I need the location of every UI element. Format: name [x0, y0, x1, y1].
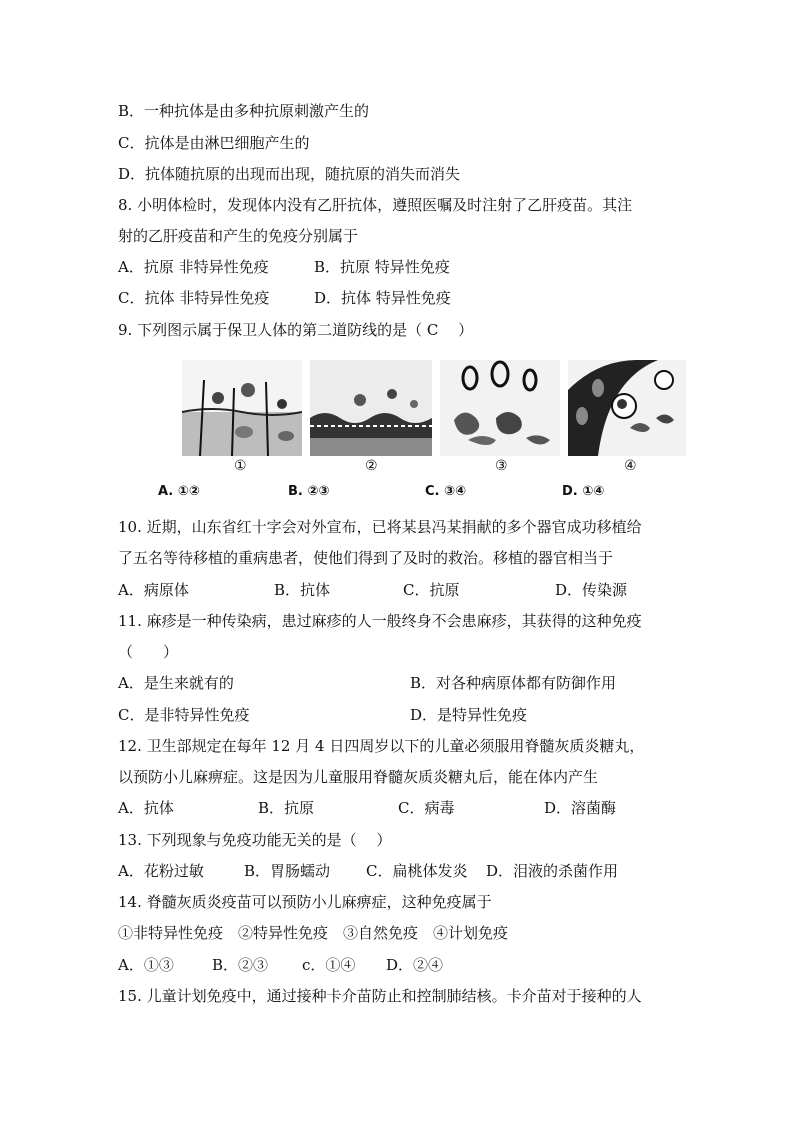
figure-option-a: A. ①②: [158, 484, 200, 499]
figure-option-c: C. ③④: [425, 484, 467, 499]
q9-stem: 9. 下列图示属于保卫人体的第二道防线的是（ C ）: [118, 321, 474, 339]
q8-option-d: D．抗体 特异性免疫: [314, 289, 451, 307]
q13-option-d: D．泪液的杀菌作用: [486, 862, 619, 880]
q11-option-a: A．是生来就有的: [118, 674, 234, 692]
q7-option-c: C．抗体是由淋巴细胞产生的: [118, 134, 310, 152]
q12-option-b: B．抗原: [258, 799, 315, 817]
q14-stem: 14. 脊髓灰质炎疫苗可以预防小儿麻痹症，这种免疫属于: [118, 893, 492, 911]
q12-option-d: D．溶菌酶: [544, 799, 617, 817]
q11-option-b: B．对各种病原体都有防御作用: [410, 674, 617, 692]
q11-option-d: D．是特异性免疫: [410, 706, 528, 724]
q8-option-b: B．抗原 特异性免疫: [314, 258, 450, 276]
q12-option-c: C．病毒: [398, 799, 455, 817]
q8-option-c: C．抗体 非特异性免疫: [118, 289, 270, 307]
q8-option-a: A．抗原 非特异性免疫: [118, 258, 269, 276]
panel-label-1: ①: [234, 458, 247, 474]
q12-stem-line1: 12. 卫生部规定在每年 12 月 4 日四周岁以下的儿童必须服用脊髓灰质炎糖丸，: [118, 737, 645, 755]
panel-label-3: ③: [495, 458, 508, 474]
q13-stem: 13. 下列现象与免疫功能无关的是（ ）: [118, 831, 392, 849]
q13-option-c: C．扁桃体发炎: [366, 862, 468, 880]
q10-stem-line2: 了五名等待移植的重病患者，使他们得到了及时的救治。移植的器官相当于: [118, 549, 614, 567]
q7-option-d: D．抗体随抗原的出现而出现，随抗原的消失而消失: [118, 165, 461, 183]
panel-label-2: ②: [365, 458, 378, 474]
q10-option-c: C．抗原: [403, 581, 460, 599]
q14-choices: ①非特异性免疫 ②特异性免疫 ③自然免疫 ④计划免疫: [118, 924, 509, 942]
q11-option-c: C．是非特异性免疫: [118, 706, 250, 724]
mucous-membrane-image: [310, 360, 432, 456]
q10-option-b: B．抗体: [274, 581, 331, 599]
q12-option-a: A．抗体: [118, 799, 174, 817]
q14-option-b: B．②③: [212, 956, 269, 974]
q10-option-a: A．病原体: [118, 581, 189, 599]
figure-option-d: D. ①④: [562, 484, 605, 499]
q11-stem-line1: 11. 麻疹是一种传染病，患过麻疹的人一般终身不会患麻疹，其获得的这种免疫: [118, 612, 642, 630]
q8-stem-line1: 8. 小明体检时，发现体内没有乙肝抗体，遵照医嘱及时注射了乙肝疫苗。其注: [118, 196, 633, 214]
defense-line-figure: [158, 356, 690, 502]
blood-vessel-image: [568, 360, 686, 456]
q12-stem-line2: 以预防小儿麻痹症。这是因为儿童服用脊髓灰质炎糖丸后，能在体内产生: [118, 768, 599, 786]
q13-option-b: B．胃肠蠕动: [244, 862, 331, 880]
q11-stem-line2: （ ）: [118, 643, 179, 661]
q14-option-c: c．①④: [302, 956, 356, 974]
panel-label-4: ④: [624, 458, 637, 474]
q10-stem-line1: 10. 近期，山东省红十字会对外宣布，已将某县冯某捐献的多个器官成功移植给: [118, 518, 642, 536]
skin-barrier-image: [182, 360, 302, 456]
q14-option-d: D．②④: [386, 956, 444, 974]
q14-option-a: A．①③: [118, 956, 174, 974]
q13-option-a: A．花粉过敏: [118, 862, 204, 880]
phagocyte-image: [440, 360, 560, 456]
q15-stem: 15. 儿童计划免疫中，通过接种卡介苗防止和控制肺结核。卡介苗对于接种的人: [118, 987, 642, 1005]
figure-option-b: B. ②③: [288, 484, 330, 499]
q10-option-d: D．传染源: [555, 581, 628, 599]
q7-option-b: B．一种抗体是由多种抗原刺激产生的: [118, 102, 370, 120]
q8-stem-line2: 射的乙肝疫苗和产生的免疫分别属于: [118, 227, 359, 245]
